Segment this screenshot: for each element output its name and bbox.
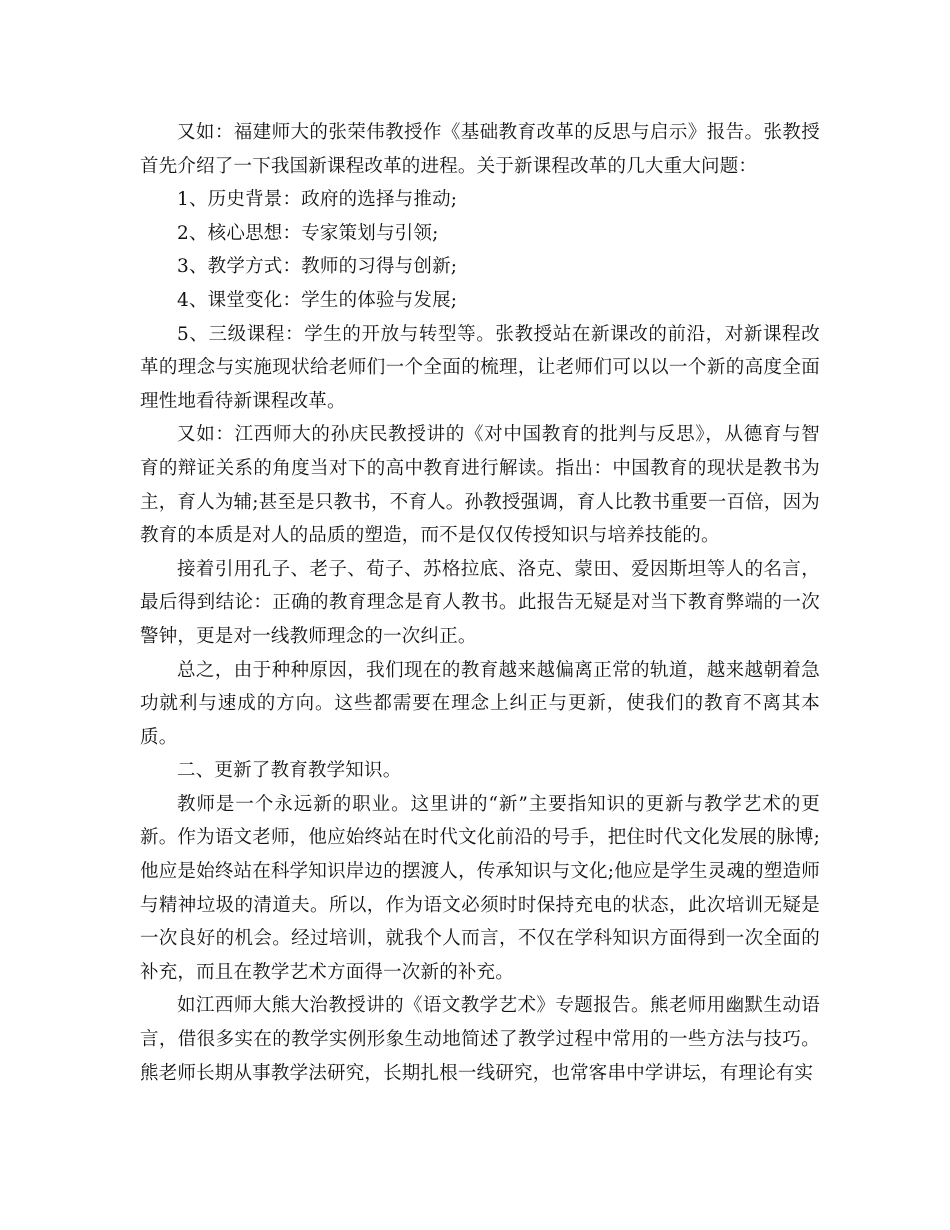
list-item-history: 1、历史背景：政府的选择与推动;: [177, 189, 458, 211]
paragraph-teacher: 教师是一个永远新的职业。这里讲的“新”主要指知识的更新与教学艺术的更新。作为语文老师，他应始终站在时代文化前沿的号手，把住时代文化发展的脉博;他应是始终站在科学知识岸边的摆渡人，传承知识与文化;他应是学生灵魂的塑造师与精神垃圾的清道夫。所以，作为语文必须时时保持充电的状态，此次培训无疑是一次良好的机会。经过培训，就我个人而言，不仅在学科知识方面得到一次全面的补充，而且在教学艺术方面得一次新的补充。: [140, 793, 820, 983]
paragraph-quotes: 接着引用孔子、老子、荀子、苏格拉底、洛克、蒙田、爱因斯坦等人的名言，最后得到结论：正确的教育理念是育人教书。此报告无疑是对当下教育弊端的一次警钟，更是对一线教师理念的一次纠正。: [140, 558, 820, 647]
list-item-three-level-curriculum: 5、三级课程：学生的开放与转型等。张教授站在新课改的前沿，对新课程改革的理念与实施现状给老师们一个全面的梳理，让老师们可以以一个新的高度全面理性地看待新课程改革。: [140, 323, 820, 412]
paragraph-xiong: 如江西师大熊大治教授讲的《语文教学艺术》专题报告。熊老师用幽默生动语言，借很多实在的教学实例形象生动地简述了教学过程中常用的一些方法与技巧。熊老师长期从事教学法研究，长期扎根一线研究，也常客串中学讲坛，有理论有实: [140, 995, 820, 1084]
paragraph-jiangxi-sun: 又如：江西师大的孙庆民教授讲的《对中国教育的批判与反思》，从德育与智育的辩证关系的角度当对下的高中教育进行解读。指出：中国教育的现状是教书为主，育人为辅;甚至是只教书，不育人。孙教授强调，育人比教书重要一百倍，因为教育的本质是对人的品质的塑造，而不是仅仅传授知识与培养技能的。: [140, 424, 820, 547]
paragraph-summary: 总之，由于种种原因，我们现在的教育越来越偏离正常的轨道，越来越朝着急功就利与速成的方向。这些都需要在理念上纠正与更新，使我们的教育不离其本质。: [140, 659, 820, 748]
list-item-core-idea: 2、核心思想：专家策划与引领;: [177, 222, 439, 244]
list-item-teaching-method: 3、教学方式：教师的习得与创新;: [177, 256, 458, 278]
document-body: [140, 116, 820, 1090]
list-item-classroom-change: 4、课堂变化：学生的体验与发展;: [177, 289, 458, 311]
intro-paragraph: 又如：福建师大的张荣伟教授作《基础教育改革的反思与启示》报告。张教授首先介绍了一下我国新课程改革的进程。关于新课程改革的几大重大问题：: [140, 122, 820, 177]
section-heading: 二、更新了教育教学知识。: [177, 760, 402, 782]
